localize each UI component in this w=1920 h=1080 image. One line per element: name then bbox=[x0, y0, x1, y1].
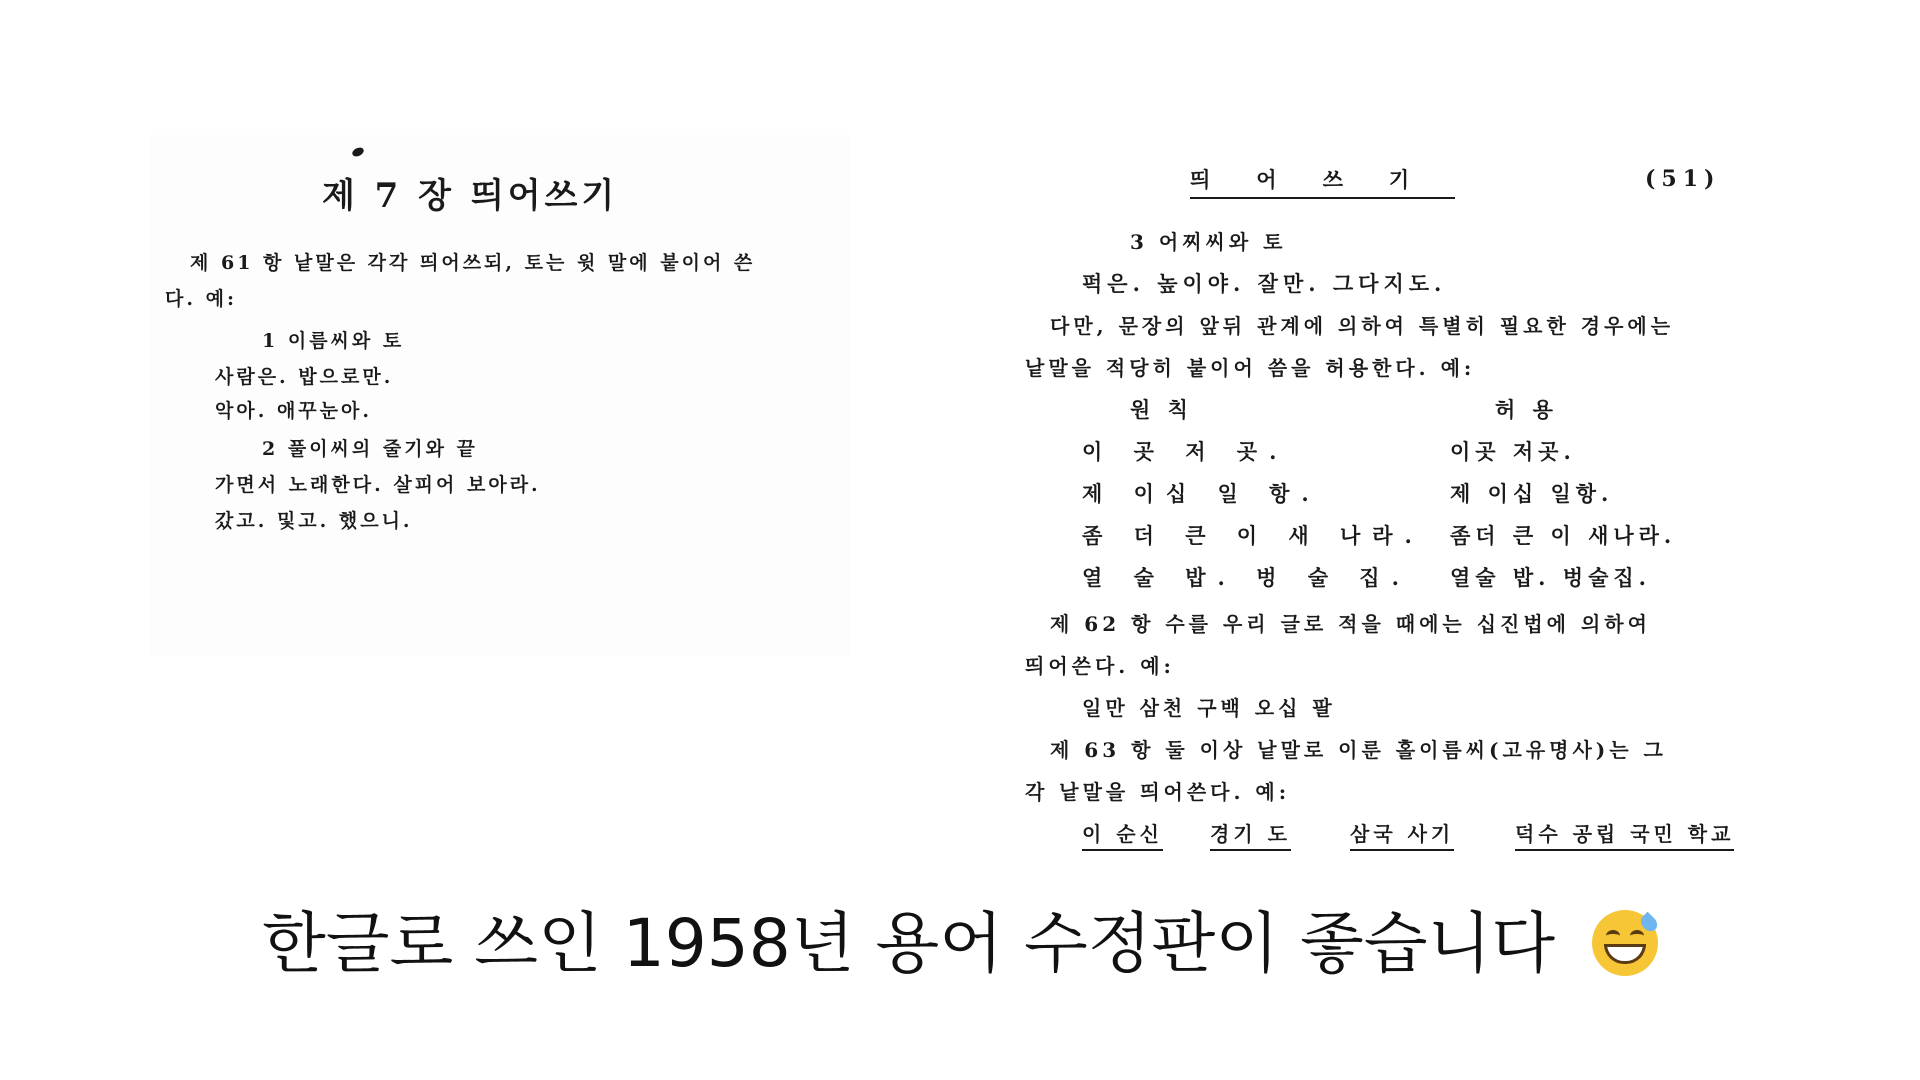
note-line1: 다만, 문장의 앞뒤 관계에 의하여 특별히 필요한 경우에는 bbox=[1050, 314, 1675, 338]
row4-allowed: 열술 밥. 벙술집. bbox=[1450, 565, 1651, 590]
caption bbox=[0, 890, 1920, 985]
row3-principle: 좀 더 큰 이 새 나라. bbox=[1082, 523, 1424, 548]
rule63-example-4: 덕수 공립 국민 학교 bbox=[1515, 818, 1734, 851]
rule63-example-2: 경기 도 bbox=[1210, 818, 1291, 851]
sub1-example2: 악아. 애꾸눈아. bbox=[215, 400, 372, 422]
sub2-heading: 2 풀이씨의 줄기와 끝 bbox=[262, 438, 478, 460]
rule62-example: 일만 삼천 구백 오십 팔 bbox=[1082, 696, 1336, 720]
rule63-example-3: 삼국 사기 bbox=[1350, 818, 1454, 851]
row3-allowed: 좀더 큰 이 새나라. bbox=[1450, 523, 1677, 548]
chapter-title: 제 7 장 띄어쓰기 bbox=[322, 176, 619, 216]
row4-principle: 열 술 밥. 벙 술 집. bbox=[1082, 565, 1411, 590]
grinning-face-with-sweat-icon bbox=[1592, 910, 1658, 976]
rule63-line2: 각 낱말을 띄어쓴다. 예: bbox=[1025, 780, 1291, 804]
column-principle: 원 칙 bbox=[1130, 397, 1193, 422]
row1-allowed: 이곳 저곳. bbox=[1450, 439, 1576, 464]
rule62-line2: 띄어쓴다. 예: bbox=[1025, 654, 1175, 678]
sub1-example1: 사람은. 밥으로만. bbox=[215, 366, 394, 388]
caption-text: 한글로 쓰인 1958년 용어 수정판이 좋습니다 bbox=[262, 905, 1555, 982]
rule63-example-1: 이 순신 bbox=[1082, 818, 1163, 851]
column-allowed: 허 용 bbox=[1495, 397, 1558, 422]
note-line2: 낱말을 적당히 붙이어 씀을 허용한다. 예: bbox=[1025, 356, 1476, 380]
page-number: (51) bbox=[1645, 166, 1721, 192]
sub2-example1: 가면서 노래한다. 살피어 보아라. bbox=[215, 474, 541, 496]
rule62-line1: 제 62 항 수를 우리 글로 적을 때에는 십진법에 의하여 bbox=[1050, 612, 1651, 636]
sub2-example2: 갔고. 및고. 했으니. bbox=[215, 510, 413, 532]
sub3-heading: 3 어찌씨와 토 bbox=[1130, 230, 1287, 254]
row2-allowed: 제 이십 일항. bbox=[1450, 481, 1614, 506]
sub1-heading: 1 이름씨와 토 bbox=[262, 330, 405, 352]
rule61-line1: 제 61 항 낱말은 각각 띄어쓰되, 토는 윗 말에 붙이어 쓴 bbox=[190, 252, 756, 274]
rule63-line1: 제 63 항 둘 이상 낱말로 이룬 홀이름씨(고유명사)는 그 bbox=[1050, 738, 1667, 762]
row2-principle: 제 이십 일 항. bbox=[1082, 481, 1321, 506]
sub3-example: 퍽은. 높이야. 잘만. 그다지도. bbox=[1082, 271, 1447, 296]
rule61-line2: 다. 예: bbox=[165, 288, 237, 310]
row1-principle: 이 곳 저 곳. bbox=[1082, 439, 1289, 464]
running-head: 띄어쓰기 bbox=[1190, 164, 1455, 199]
